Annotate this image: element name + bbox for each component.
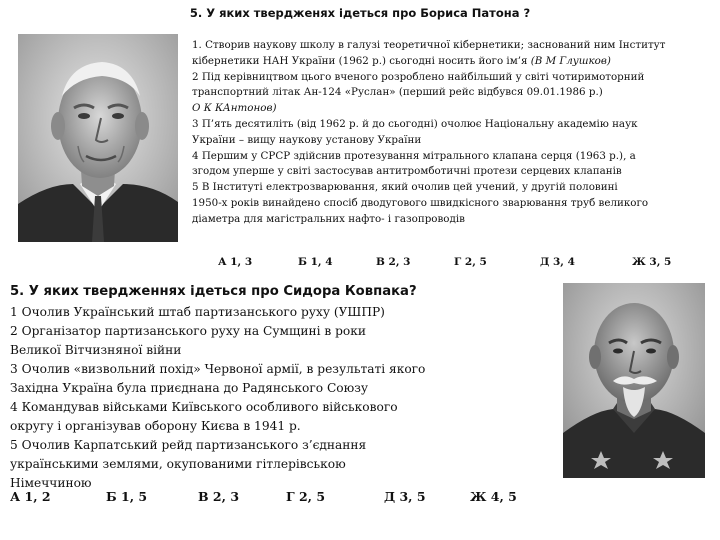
answer-option[interactable]: Ж 3, 5 [632, 256, 672, 268]
answer-option[interactable]: А 1, 3 [218, 256, 253, 268]
answer-option[interactable]: В 2, 3 [376, 256, 411, 268]
statement-line: 5 В Інституті електрозварювання, який очолив цей учений, у другій половині [192, 181, 618, 194]
hint-author: О К КАнтонов) [192, 102, 277, 115]
answer-option[interactable]: А 1, 2 [10, 489, 51, 504]
statement-line: 1. Створив наукову школу в галузі теоретичної кібернетики; заснований ним Інститут [192, 39, 666, 51]
statement-line: кібернетики НАН України (1962 р.) сьогодні носить його ім’я (В М Глушков) [192, 54, 611, 67]
question-2-title: 5. У яких твердженнях ідеться про Сидора Ковпака? [10, 284, 417, 299]
question-1-title: 5. У яких твердженях ідеться про Бориса Патона ? [189, 6, 531, 20]
statement-line: українськими землями, окупованими гітлерівською [10, 457, 346, 471]
statement-line: 2 Під керівництвом цього вченого розроблено найбільший у світі чотиримоторний [192, 70, 645, 83]
statement-line: 5 Очолив Карпатський рейд партизанського з’єднання [10, 438, 367, 452]
portrait-photo-kovpak [563, 283, 705, 478]
statement-line: діаметра для магістральних нафто- і газопроводів [192, 212, 465, 225]
answer-option[interactable]: Б 1, 5 [106, 489, 148, 504]
statement-line: 1950-х років винайдено спосіб дводугового швидкісного зварювання труб великого [192, 196, 649, 209]
portrait-photo-paton [18, 34, 178, 242]
answer-option[interactable]: Г 2, 5 [286, 489, 326, 504]
question-2-statements [10, 303, 570, 493]
statement-line: 1 Очолив Український штаб партизанського руху (УШПР) [10, 305, 385, 319]
statement-line: 4 Першим у СРСР здійснив протезування мітрального клапана серця (1963 р.), а [192, 149, 636, 162]
answer-option[interactable]: Г 2, 5 [454, 256, 487, 268]
answer-option[interactable]: Б 1, 4 [298, 256, 333, 268]
answer-option[interactable]: Д 3, 4 [540, 256, 575, 268]
statement-line: України – вищу наукову установу України [192, 133, 422, 146]
statement-line: округу і організував оборону Києва в 1941 р. [10, 419, 301, 433]
question-1-statements [192, 38, 712, 228]
answer-option[interactable]: Ж 4, 5 [470, 489, 517, 504]
statement-line: 4 Командував військами Київського особливого військового [10, 400, 398, 414]
statement-line: 3 П’ять десятиліть (від 1962 р. й до сьогодні) очолює Національну академію наук [192, 117, 638, 130]
statement-line: Великої Вітчизняної війни [10, 343, 182, 357]
statement-line: Німеччиною [10, 476, 92, 490]
statement-line: 2 Організатор партизанського руху на Сумщині в роки [10, 324, 366, 338]
statement-line: згодом уперше у світі застосував антитромботичні протези серцевих клапанів [192, 165, 622, 178]
statement-line: Західна Україна була приєднана до Радянського Союзу [10, 381, 369, 395]
answer-option[interactable]: В 2, 3 [198, 489, 240, 504]
answer-option[interactable]: Д 3, 5 [384, 489, 426, 504]
statement-line: транспортний літак Ан-124 «Руслан» (перший рейс відбувся 09.01.1986 р.) [192, 86, 603, 99]
hint-author: (В М Глушков) [527, 54, 611, 67]
statement-line: 3 Очолив «визвольний похід» Червоної армії, в результаті якого [10, 362, 426, 376]
